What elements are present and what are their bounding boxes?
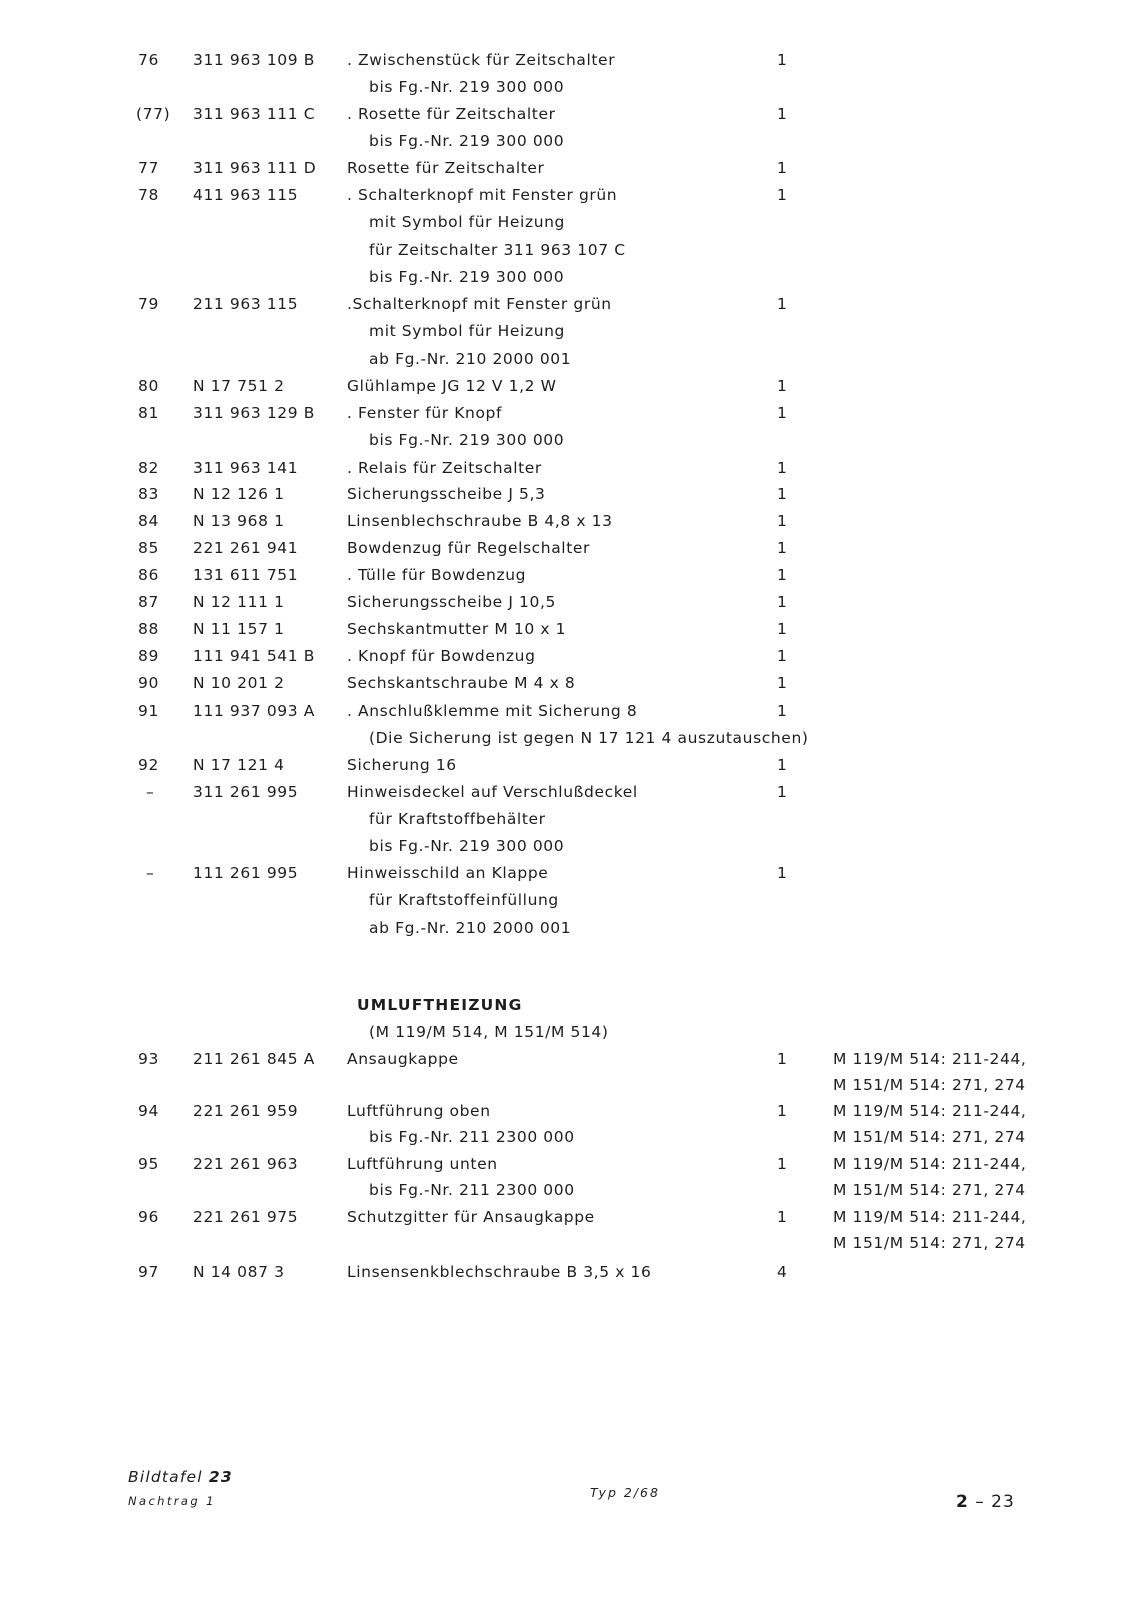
table-row-continuation bbox=[0, 212, 1142, 236]
part-description: Luftführung oben bbox=[347, 1102, 491, 1120]
part-description: für Zeitschalter 311 963 107 C bbox=[369, 241, 626, 259]
part-description: Sicherungsscheibe J 10,5 bbox=[347, 593, 556, 611]
part-number: 311 261 995 bbox=[193, 783, 299, 801]
quantity: 4 bbox=[777, 1263, 788, 1281]
quantity: 1 bbox=[777, 674, 788, 692]
section-title: UMLUFTHEIZUNG bbox=[357, 996, 523, 1014]
remark: M 151/M 514: 271, 274 bbox=[833, 1076, 1026, 1094]
supplement-label: Nachtrag 1 bbox=[128, 1494, 216, 1508]
part-number: N 11 157 1 bbox=[193, 620, 285, 638]
page-separator: – bbox=[975, 1492, 985, 1512]
remark: M 119/M 514: 211-244, bbox=[833, 1155, 1027, 1173]
section-subtitle: (M 119/M 514, M 151/M 514) bbox=[369, 1023, 609, 1041]
part-description: . Zwischenstück für Zeitschalter bbox=[347, 51, 616, 69]
quantity: 1 bbox=[777, 51, 788, 69]
table-row bbox=[0, 565, 1142, 589]
table-row bbox=[0, 863, 1142, 887]
part-description: . Relais für Zeitschalter bbox=[347, 459, 542, 477]
item-number: 95 bbox=[138, 1155, 159, 1173]
table-row bbox=[0, 403, 1142, 427]
part-description: . Anschlußklemme mit Sicherung 8 bbox=[347, 702, 638, 720]
table-row bbox=[0, 646, 1142, 670]
part-description: Glühlampe JG 12 V 1,2 W bbox=[347, 377, 557, 395]
part-description: bis Fg.-Nr. 211 2300 000 bbox=[369, 1181, 575, 1199]
plate-label bbox=[128, 1468, 233, 1486]
item-number: 77 bbox=[138, 159, 159, 177]
table-row-continuation bbox=[0, 1233, 1142, 1257]
quantity: 1 bbox=[777, 485, 788, 503]
part-description: .Schalterknopf mit Fenster grün bbox=[347, 295, 612, 313]
quantity: 1 bbox=[777, 620, 788, 638]
part-description: Rosette für Zeitschalter bbox=[347, 159, 545, 177]
part-description: Sechskantschraube M 4 x 8 bbox=[347, 674, 576, 692]
item-number: 86 bbox=[138, 566, 159, 584]
part-number: 131 611 751 bbox=[193, 566, 299, 584]
item-number: 94 bbox=[138, 1102, 159, 1120]
part-description: bis Fg.-Nr. 219 300 000 bbox=[369, 268, 565, 286]
item-number: 97 bbox=[138, 1263, 159, 1281]
quantity: 1 bbox=[777, 593, 788, 611]
table-row bbox=[0, 104, 1142, 128]
table-row bbox=[0, 511, 1142, 535]
part-number: N 10 201 2 bbox=[193, 674, 285, 692]
item-number: 81 bbox=[138, 404, 159, 422]
part-number: 311 963 109 B bbox=[193, 51, 315, 69]
remark: M 119/M 514: 211-244, bbox=[833, 1102, 1027, 1120]
table-row bbox=[0, 782, 1142, 806]
table-row-continuation bbox=[0, 809, 1142, 833]
part-description: ab Fg.-Nr. 210 2000 001 bbox=[369, 350, 572, 368]
part-number: 221 261 975 bbox=[193, 1208, 299, 1226]
plate-number: 23 bbox=[208, 1468, 233, 1486]
part-description: Hinweisdeckel auf Verschlußdeckel bbox=[347, 783, 638, 801]
table-row-continuation bbox=[0, 890, 1142, 914]
item-number: 82 bbox=[138, 459, 159, 477]
quantity: 1 bbox=[777, 377, 788, 395]
part-description: . Schalterknopf mit Fenster grün bbox=[347, 186, 618, 204]
part-description: Sechskantmutter M 10 x 1 bbox=[347, 620, 567, 638]
part-number: 111 937 093 A bbox=[193, 702, 315, 720]
part-description: bis Fg.-Nr. 219 300 000 bbox=[369, 431, 565, 449]
table-row bbox=[0, 673, 1142, 697]
quantity: 1 bbox=[777, 404, 788, 422]
part-number: 311 963 111 D bbox=[193, 159, 317, 177]
item-number: – bbox=[146, 864, 155, 882]
table-row bbox=[0, 484, 1142, 508]
table-row bbox=[0, 755, 1142, 779]
table-row-continuation bbox=[0, 321, 1142, 345]
item-number: – bbox=[146, 783, 155, 801]
table-row bbox=[0, 1262, 1142, 1286]
quantity: 1 bbox=[777, 566, 788, 584]
table-row-continuation bbox=[0, 430, 1142, 454]
item-number: 84 bbox=[138, 512, 159, 530]
item-number: 87 bbox=[138, 593, 159, 611]
item-number: 96 bbox=[138, 1208, 159, 1226]
item-number: 90 bbox=[138, 674, 159, 692]
part-description: für Kraftstoffeinfüllung bbox=[369, 891, 559, 909]
quantity: 1 bbox=[777, 783, 788, 801]
part-description: Sicherung 16 bbox=[347, 756, 457, 774]
item-number: 93 bbox=[138, 1050, 159, 1068]
part-description: . Rosette für Zeitschalter bbox=[347, 105, 556, 123]
page-prefix: 2 bbox=[956, 1492, 969, 1512]
table-row bbox=[0, 158, 1142, 182]
part-description: . Fenster für Knopf bbox=[347, 404, 503, 422]
part-number: 411 963 115 bbox=[193, 186, 299, 204]
part-number: N 14 087 3 bbox=[193, 1263, 285, 1281]
table-row-continuation bbox=[0, 131, 1142, 155]
table-row bbox=[0, 1049, 1142, 1073]
part-description: für Kraftstoffbehälter bbox=[369, 810, 546, 828]
item-number: 78 bbox=[138, 186, 159, 204]
table-row bbox=[0, 1101, 1142, 1125]
table-row bbox=[0, 1154, 1142, 1178]
table-row bbox=[0, 619, 1142, 643]
table-row-continuation bbox=[0, 240, 1142, 264]
part-description: Luftführung unten bbox=[347, 1155, 498, 1173]
part-number: 211 963 115 bbox=[193, 295, 299, 313]
part-description: mit Symbol für Heizung bbox=[369, 213, 565, 231]
quantity: 1 bbox=[777, 459, 788, 477]
item-number: 79 bbox=[138, 295, 159, 313]
table-row bbox=[0, 538, 1142, 562]
part-description: bis Fg.-Nr. 211 2300 000 bbox=[369, 1128, 575, 1146]
item-number: 88 bbox=[138, 620, 159, 638]
table-row-continuation bbox=[0, 77, 1142, 101]
table-row bbox=[0, 1207, 1142, 1231]
table-row-continuation bbox=[0, 1075, 1142, 1099]
quantity: 1 bbox=[777, 159, 788, 177]
item-number: (77) bbox=[136, 105, 171, 123]
part-number: 221 261 959 bbox=[193, 1102, 299, 1120]
item-number: 83 bbox=[138, 485, 159, 503]
table-row-continuation bbox=[0, 918, 1142, 942]
part-number: N 13 968 1 bbox=[193, 512, 285, 530]
table-row-continuation bbox=[0, 728, 1142, 752]
part-number: 211 261 845 A bbox=[193, 1050, 315, 1068]
quantity: 1 bbox=[777, 864, 788, 882]
quantity: 1 bbox=[777, 1050, 788, 1068]
item-number: 89 bbox=[138, 647, 159, 665]
part-description: Ansaugkappe bbox=[347, 1050, 459, 1068]
part-number: 311 963 141 bbox=[193, 459, 299, 477]
page-number-value: 23 bbox=[991, 1492, 1015, 1512]
part-number: 221 261 963 bbox=[193, 1155, 299, 1173]
part-description: bis Fg.-Nr. 219 300 000 bbox=[369, 78, 565, 96]
quantity: 1 bbox=[777, 186, 788, 204]
quantity: 1 bbox=[777, 647, 788, 665]
table-row bbox=[0, 294, 1142, 318]
table-row-continuation bbox=[0, 1127, 1142, 1151]
quantity: 1 bbox=[777, 295, 788, 313]
table-row-continuation bbox=[0, 267, 1142, 291]
quantity: 1 bbox=[777, 539, 788, 557]
item-number: 76 bbox=[138, 51, 159, 69]
table-row bbox=[0, 376, 1142, 400]
remark: M 151/M 514: 271, 274 bbox=[833, 1234, 1026, 1252]
item-number: 92 bbox=[138, 756, 159, 774]
part-description: . Knopf für Bowdenzug bbox=[347, 647, 536, 665]
part-description: (Die Sicherung ist gegen N 17 121 4 auszutauschen) bbox=[369, 729, 809, 747]
part-number: 311 963 111 C bbox=[193, 105, 316, 123]
remark: M 151/M 514: 271, 274 bbox=[833, 1181, 1026, 1199]
table-row bbox=[0, 50, 1142, 74]
part-number: 111 941 541 B bbox=[193, 647, 315, 665]
table-row-continuation bbox=[0, 1180, 1142, 1204]
plate-label-text: Bildtafel bbox=[128, 1468, 203, 1486]
table-row bbox=[0, 185, 1142, 209]
part-description: Linsensenkblechschraube B 3,5 x 16 bbox=[347, 1263, 652, 1281]
quantity: 1 bbox=[777, 1208, 788, 1226]
part-description: Linsenblechschraube B 4,8 x 13 bbox=[347, 512, 613, 530]
quantity: 1 bbox=[777, 105, 788, 123]
part-description: Schutzgitter für Ansaugkappe bbox=[347, 1208, 595, 1226]
part-number: 311 963 129 B bbox=[193, 404, 315, 422]
part-description: Hinweisschild an Klappe bbox=[347, 864, 549, 882]
table-row-continuation bbox=[0, 349, 1142, 373]
part-description: Bowdenzug für Regelschalter bbox=[347, 539, 591, 557]
item-number: 80 bbox=[138, 377, 159, 395]
part-description: bis Fg.-Nr. 219 300 000 bbox=[369, 837, 565, 855]
quantity: 1 bbox=[777, 756, 788, 774]
part-number: N 17 751 2 bbox=[193, 377, 285, 395]
part-number: 111 261 995 bbox=[193, 864, 299, 882]
quantity: 1 bbox=[777, 512, 788, 530]
remark: M 119/M 514: 211-244, bbox=[833, 1050, 1027, 1068]
quantity: 1 bbox=[777, 702, 788, 720]
part-description: . Tülle für Bowdenzug bbox=[347, 566, 527, 584]
page-number bbox=[956, 1492, 1015, 1512]
part-number: N 17 121 4 bbox=[193, 756, 285, 774]
item-number: 85 bbox=[138, 539, 159, 557]
part-description: ab Fg.-Nr. 210 2000 001 bbox=[369, 919, 572, 937]
remark: M 119/M 514: 211-244, bbox=[833, 1208, 1027, 1226]
part-description: bis Fg.-Nr. 219 300 000 bbox=[369, 132, 565, 150]
table-row bbox=[0, 701, 1142, 725]
type-label: Typ 2/68 bbox=[590, 1485, 660, 1500]
quantity: 1 bbox=[777, 1102, 788, 1120]
part-number: N 12 126 1 bbox=[193, 485, 285, 503]
table-row bbox=[0, 592, 1142, 616]
part-description: mit Symbol für Heizung bbox=[369, 322, 565, 340]
part-number: N 12 111 1 bbox=[193, 593, 285, 611]
table-row-continuation bbox=[0, 836, 1142, 860]
part-description: Sicherungsscheibe J 5,3 bbox=[347, 485, 546, 503]
table-row bbox=[0, 458, 1142, 482]
quantity: 1 bbox=[777, 1155, 788, 1173]
remark: M 151/M 514: 271, 274 bbox=[833, 1128, 1026, 1146]
part-number: 221 261 941 bbox=[193, 539, 299, 557]
item-number: 91 bbox=[138, 702, 159, 720]
